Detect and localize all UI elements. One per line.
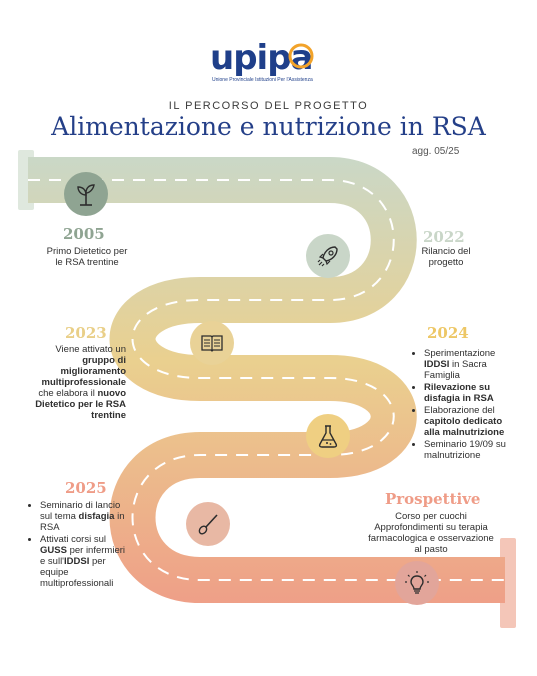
list-item xyxy=(424,405,514,438)
list-item xyxy=(40,534,130,589)
item-bold: capitolo dedicato alla malnutrizione xyxy=(424,416,505,438)
rocket-icon xyxy=(315,243,341,269)
list-item xyxy=(424,348,514,381)
milestone-2023-icon xyxy=(190,321,234,365)
spoon-icon xyxy=(195,511,221,537)
item-text: in Sacra Famiglia xyxy=(424,359,487,381)
milestone-2024-list xyxy=(414,348,514,462)
lightbulb-icon xyxy=(403,569,431,597)
logo-tagline: Unione Provinciale Istituzioni Per l'Assistenza xyxy=(212,77,313,83)
item-bold: Rilevazione su disfagia in RSA xyxy=(424,382,494,404)
milestone-2022-icon xyxy=(306,234,350,278)
item-text: Seminario 19/09 su malnutrizione xyxy=(424,439,506,461)
item-text: per equipe multiprofessionali xyxy=(40,556,114,589)
item-text: per infermieri e sull' xyxy=(40,545,126,567)
book-icon xyxy=(199,330,225,356)
item-text: Seminario di lancio sul tema xyxy=(40,500,121,522)
page-title: Alimentazione e nutrizione in RSA xyxy=(51,112,486,141)
list-item xyxy=(40,500,130,533)
milestone-2022-text: Rilancio del progetto xyxy=(421,246,471,268)
year-2024: 2024 xyxy=(427,324,469,342)
item-text: Attivati corsi sul xyxy=(40,534,106,545)
milestone-2023-bold-part: nuovo Dietetico per le RSA trentine xyxy=(35,388,126,421)
list-item xyxy=(424,439,514,461)
milestone-2023-bold-part: gruppo di miglioramento multiprofessionale xyxy=(41,355,126,388)
year-2022: 2022 xyxy=(423,228,465,246)
prospettive-text: Corso per cuochi Approfondimenti su terapia farmacologica e osservazione al pasto xyxy=(368,511,494,555)
item-bold: GUSS xyxy=(40,545,67,556)
item-bold: IDDSI xyxy=(424,359,450,370)
prospettive-icon xyxy=(395,561,439,605)
year-2023: 2023 xyxy=(65,324,107,342)
flask-icon xyxy=(315,423,341,449)
item-text: Elaborazione del xyxy=(424,405,495,416)
prospettive-title: Prospettive xyxy=(385,490,481,508)
item-bold: disfagia xyxy=(78,511,115,522)
upipa-logo xyxy=(210,40,330,88)
update-date: agg. 05/25 xyxy=(412,146,460,157)
logo-sun-icon xyxy=(286,41,316,71)
item-bold: IDDSI xyxy=(64,556,90,567)
milestone-2005-text: Primo Dietetico per le RSA trentine xyxy=(46,246,128,268)
page-kicker: IL PERCORSO DEL PROGETTO xyxy=(168,100,369,112)
milestone-2023-text-part: Viene attivato un xyxy=(55,344,126,355)
milestone-2025-list xyxy=(30,500,130,590)
logo-wordmark: upipa xyxy=(210,38,313,78)
item-text: Sperimentazione xyxy=(424,348,496,359)
milestone-2005-icon xyxy=(64,172,108,216)
milestone-2025-icon xyxy=(186,502,230,546)
year-2025: 2025 xyxy=(65,479,107,497)
milestone-2023-text xyxy=(28,344,126,421)
milestone-2023-text-part: che elabora il xyxy=(38,388,98,399)
list-item xyxy=(424,382,514,404)
milestone-2024-icon xyxy=(306,414,350,458)
item-text: in RSA xyxy=(40,511,125,533)
year-2005: 2005 xyxy=(63,225,105,243)
sprout-icon xyxy=(73,181,99,207)
